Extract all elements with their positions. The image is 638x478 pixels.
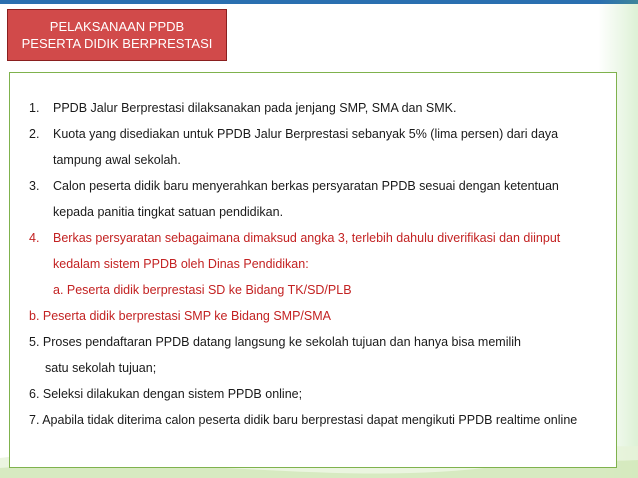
list-item-5-continuation-text: satu sekolah tujuan; <box>45 361 157 375</box>
list-item-2-text: Kuota yang disediakan untuk PPDB Jalur Berprestasi sebanyak 5% (lima persen) dari daya <box>53 127 559 141</box>
list-item-7 <box>29 413 577 427</box>
list-item-2-continuation <box>53 153 181 167</box>
list-item-3-number: 3. <box>29 179 40 193</box>
list-item-4a <box>53 283 352 297</box>
list-item-3 <box>29 179 559 193</box>
list-item-4-number: 4. <box>29 231 40 245</box>
list-item-6 <box>29 387 302 401</box>
list-item-4a-text: a. Peserta didik berprestasi SD ke Bidang TK/SD/PLB <box>53 283 352 297</box>
list-item-5-continuation <box>45 361 156 375</box>
list-item-2-continuation-text: tampung awal sekolah. <box>53 153 181 167</box>
top-accent-stripe <box>0 0 638 4</box>
list-item-1-number: 1. <box>29 101 40 115</box>
slide-title-line-2: PESERTA DIDIK BERPRESTASI <box>21 36 213 51</box>
list-item-1-text: PPDB Jalur Berprestasi dilaksanakan pada jenjang SMP, SMA dan SMK. <box>53 101 457 115</box>
list-item-5-text: 5. Proses pendaftaran PPDB datang langsung ke sekolah tujuan dan hanya bisa memilih <box>29 335 521 349</box>
list-item-4b <box>29 309 331 323</box>
list-item-4b-text: b. Peserta didik berprestasi SMP ke Bidang SMP/SMA <box>29 309 331 323</box>
slide-title-box <box>7 9 227 61</box>
list-item-5 <box>29 335 521 349</box>
list-item-4-text: Berkas persyaratan sebagaimana dimaksud angka 3, terlebih dahulu diverifikasi dan diinput <box>53 231 561 245</box>
list-item-2-number: 2. <box>29 127 40 141</box>
list-item-3-text: Calon peserta didik baru menyerahkan berkas persyaratan PPDB sesuai dengan ketentuan <box>53 179 559 193</box>
list-item-3-continuation <box>53 205 283 219</box>
list-item-4 <box>29 231 560 245</box>
list-item-3-continuation-text: kepada panitia tingkat satuan pendidikan. <box>53 205 284 219</box>
list-item-2 <box>29 127 558 141</box>
list-item-4-continuation <box>53 257 309 271</box>
list-item-1 <box>29 101 456 115</box>
list-item-7-text: 7. Apabila tidak diterima calon peserta didik baru berprestasi dapat mengikuti PPDB realtime online <box>29 413 578 427</box>
slide-title-line-1: PELAKSANAAN PPDB <box>49 19 185 34</box>
list-item-4-continuation-text: kedalam sistem PPDB oleh Dinas Pendidikan: <box>53 257 309 271</box>
list-item-6-text: 6. Seleksi dilakukan dengan sistem PPDB online; <box>29 387 303 401</box>
